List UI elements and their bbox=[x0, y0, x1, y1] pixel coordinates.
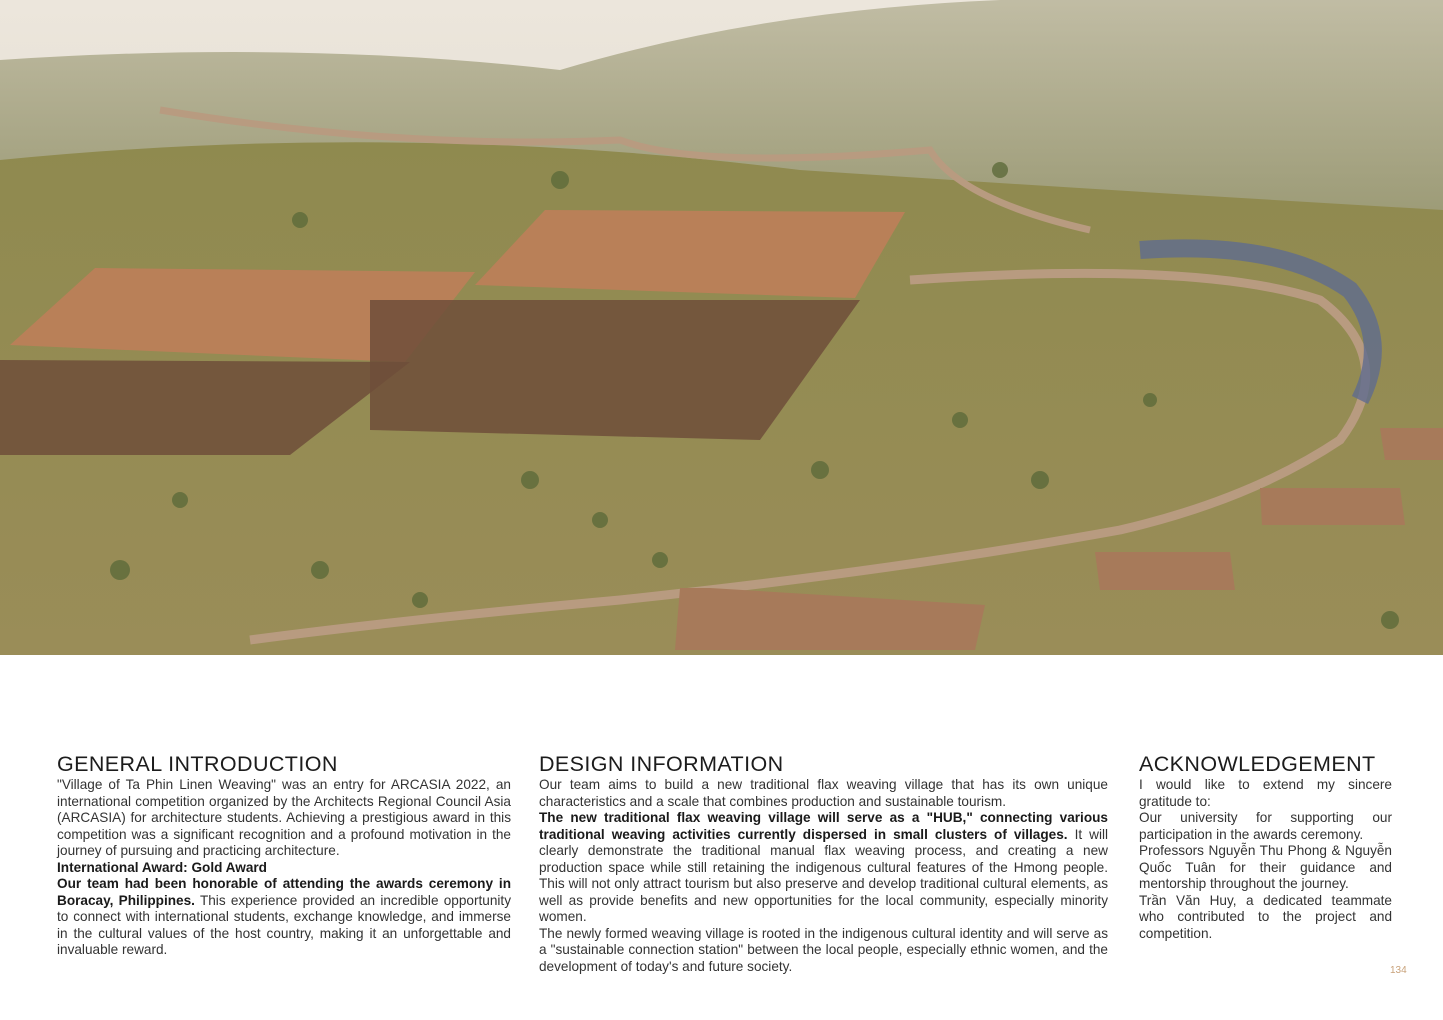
paragraph: Trần Văn Huy, a dedicated teammate who contributed to the project and competition. bbox=[1139, 892, 1392, 941]
paragraph: "Village of Ta Phin Linen Weaving" was an entry for ARCASIA 2022, an international competition organized by the Architects Regional Council Asia (ARCASIA) for architecture students. Achieving a prestigious award in this competition was a significant recognition and a profound motivation in the journey of pursuing and practicing architecture. bbox=[57, 777, 511, 858]
paragraph: Our university for supporting our participation in the awards ceremony. bbox=[1139, 810, 1392, 842]
design-information-section bbox=[539, 752, 1108, 975]
paragraph: Our team had been honorable of attending the awards ceremony in Boracay, Philippines. This experience provided an incredible opportunity to connect with international students, exchange knowledge, and immerse in the cultural values of the host country, making it an unforgettable and invaluable reward. bbox=[57, 876, 512, 957]
section-heading: GENERAL INTRODUCTION bbox=[57, 752, 338, 776]
paragraph: Our team aims to build a new traditional flax weaving village that has its own unique characteristics and a scale that combines production and sustainable tourism. bbox=[539, 777, 1108, 809]
paragraph: The newly formed weaving village is rooted in the indigenous cultural identity and will serve as a "sustainable connection station" between the local people, especially ethnic women, and the development of today's and future society. bbox=[539, 925, 1108, 974]
paragraph: I would like to extend my sincere gratitude to: bbox=[1139, 777, 1392, 809]
paragraph: The new traditional flax weaving village will serve as a "HUB," connecting various traditional weaving activities currently dispersed in small clusters of villages. It will clearly demonstrate the traditional manual flax weaving process, and creating a new production space while still retaining the indigenous cultural features of the Hmong people. This will not only attract tourism but also preserve and develop traditional cultural elements, as well as provide benefits and new opportunities for the local community, especially minority women. bbox=[539, 810, 1109, 924]
general-introduction-section bbox=[57, 752, 511, 959]
acknowledgement-section bbox=[1139, 752, 1392, 942]
page-number: 134 bbox=[1390, 965, 1407, 976]
paragraph: Professors Nguyễn Thu Phong & Nguyễn Quốc Tuân for their guidance and mentorship throughout the journey. bbox=[1139, 843, 1392, 891]
section-heading: ACKNOWLEDGEMENT bbox=[1139, 752, 1376, 776]
section-heading: DESIGN INFORMATION bbox=[539, 752, 784, 776]
award-line: International Award: Gold Award bbox=[57, 859, 267, 875]
